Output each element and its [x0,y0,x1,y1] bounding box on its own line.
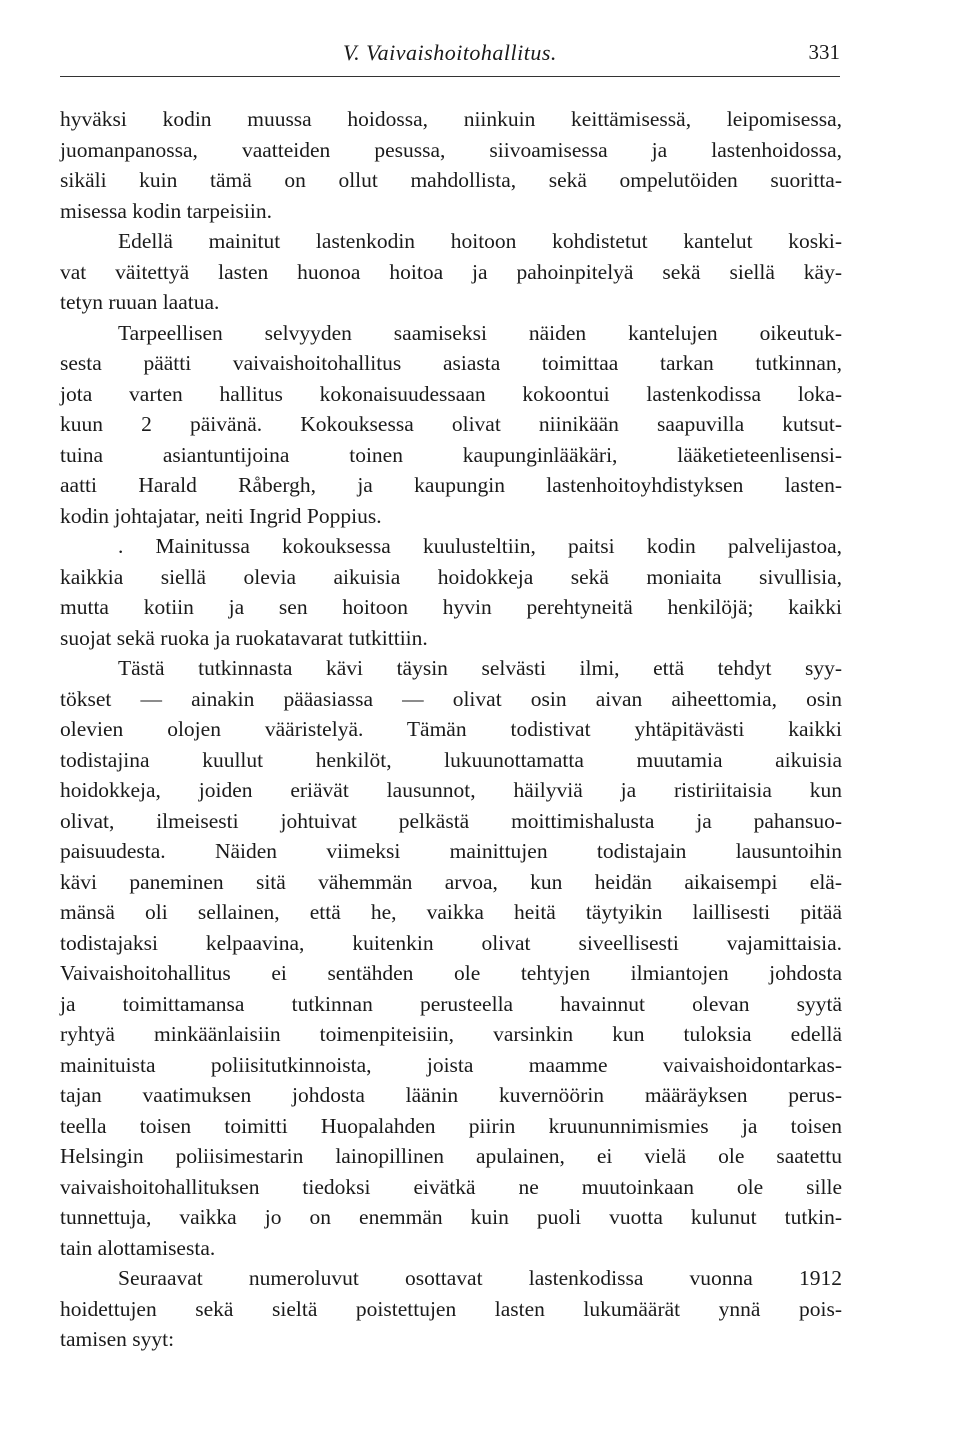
chapter-title: V. Vaivaishoitohallitus. [343,40,557,65]
text-line: Tarpeellisen selvyyden saamiseksi näiden kantelujen oikeutuk- [118,320,842,345]
text-line: tajan vaatimuksen johdosta läänin kuvernöörin määräyksen perus- [60,1083,842,1107]
text-line: olevien olojen vääristelyä. Tämän todistivat yhtäpitävästi kaikki [60,717,842,741]
text-line: sesta päätti vaivaishoitohallitus asiasta toimittaa tarkan tutkinnan, [60,351,842,375]
text-line: tetyn ruuan laatua. [60,290,220,314]
text-line: aatti Harald Råbergh, ja kaupungin lastenhoitoyhdistyksen lasten- [60,473,842,497]
text-line: teella toisen toimitti Huopalahden piirin kruununnimismies ja toisen [60,1113,842,1138]
text-line: hyväksi kodin muussa hoidossa, niinkuin keittämisessä, leipomisessa, [60,107,842,131]
text-line: suojat sekä ruoka ja ruokatavarat tutkittiin. [60,625,428,650]
text-line: tökset — ainakin pääasiassa — olivat osin aivan aiheettomia, osin [60,686,842,711]
header-rule [60,76,840,77]
text-line: tunnettuja, vaikka jo on enemmän kuin puoli vuotta kulunut tutkin- [60,1205,842,1229]
text-line: . Mainitussa kokouksessa kuulusteltiin, paitsi kodin palvelijastoa, [118,534,842,558]
text-line: sikäli kuin tämä on ollut mahdollista, sekä ompelutöiden suoritta- [60,168,842,192]
body-text [60,104,842,1355]
text-line: kuun 2 päivänä. Kokouksessa olivat niinikään saapuvilla kutsut- [60,412,842,436]
text-line: ryhtyä minkäänlaisiin toimenpiteisiin, varsinkin kun tuloksia edellä [60,1022,842,1046]
page-number: 331 [808,40,840,64]
text-line: olivat, ilmeisesti johtuivat pelkästä moittimishalusta ja pahansuo- [60,808,842,833]
text-line: tuina asiantuntijoina toinen kaupunginlääkäri, lääketieteenlisensi- [60,442,842,467]
text-line: misessa kodin tarpeisiin. [60,198,272,223]
text-line: vat väitettyä lasten huonoa hoitoa ja pahoinpitelyä sekä siellä käy- [60,259,842,284]
text-line: juomanpanossa, vaatteiden pesussa, siivoamisessa ja lastenhoidossa, [60,137,842,162]
text-line: ja toimittamansa tutkinnan perusteella havainnut olevan syytä [60,991,842,1016]
running-header [60,40,840,74]
text-line: mainituista poliisitutkinnoista, joista maamme vaivaishoidontarkas- [60,1052,842,1077]
text-line: paisuudesta. Näiden viimeksi mainittujen todistajain lausuntoihin [60,839,842,863]
text-line: todistajaksi kelpaavina, kuitenkin olivat siveellisesti vajamittaisia. [60,930,842,955]
paragraph-3 [60,318,842,532]
text-line: Vaivaishoitohallitus ei sentähden ole tehtyjen ilmiantojen johdosta [60,961,842,985]
text-line: hoidettujen sekä sieltä poistettujen lasten lukumäärät ynnä pois- [60,1296,842,1321]
paragraph-4 [60,531,842,653]
text-line: mänsä oli sellainen, että he, vaikka heitä täytyikin laillisesti pitää [60,900,842,924]
text-line: hoidokkeja, joiden eriävät lausunnot, häilyviä ja ristiriitaisia kun [60,778,842,802]
text-line: Seuraavat numeroluvut osottavat lastenkodissa vuonna 1912 [118,1266,842,1290]
text-line: tamisen syyt: [60,1327,175,1351]
text-line: kodin johtajatar, neiti Ingrid Poppius. [60,503,382,528]
text-line: kaikkia siellä olevia aikuisia hoidokkeja sekä moniaita sivullisia, [60,564,842,589]
text-line: tain alottamisesta. [60,1235,216,1260]
paragraph-1 [60,104,842,226]
text-line: mutta kotiin ja sen hoitoon hyvin perehtyneitä henkilöjä; kaikki [60,595,842,619]
text-line: todistajina kuullut henkilöt, lukuunottamatta muutamia aikuisia [60,747,842,772]
text-line: kävi paneminen sitä vähemmän arvoa, kun heidän aikaisempi elä- [60,869,842,894]
paragraph-2 [60,226,842,318]
text-line: vaivaishoitohallituksen tiedoksi eivätkä ne muutoinkaan ole sille [60,1174,842,1199]
paragraph-6 [60,1263,842,1355]
text-line: Edellä mainitut lastenkodin hoitoon kohdistetut kantelut koski- [118,229,842,253]
paragraph-5 [60,653,842,1263]
text-line: Tästä tutkinnasta kävi täysin selvästi ilmi, että tehdyt syy- [118,656,842,680]
text-line: jota varten hallitus kokonaisuudessaan kokoontui lastenkodissa loka- [60,381,842,406]
text-line: Helsingin poliisimestarin lainopillinen apulainen, ei vielä ole saatettu [60,1144,842,1168]
